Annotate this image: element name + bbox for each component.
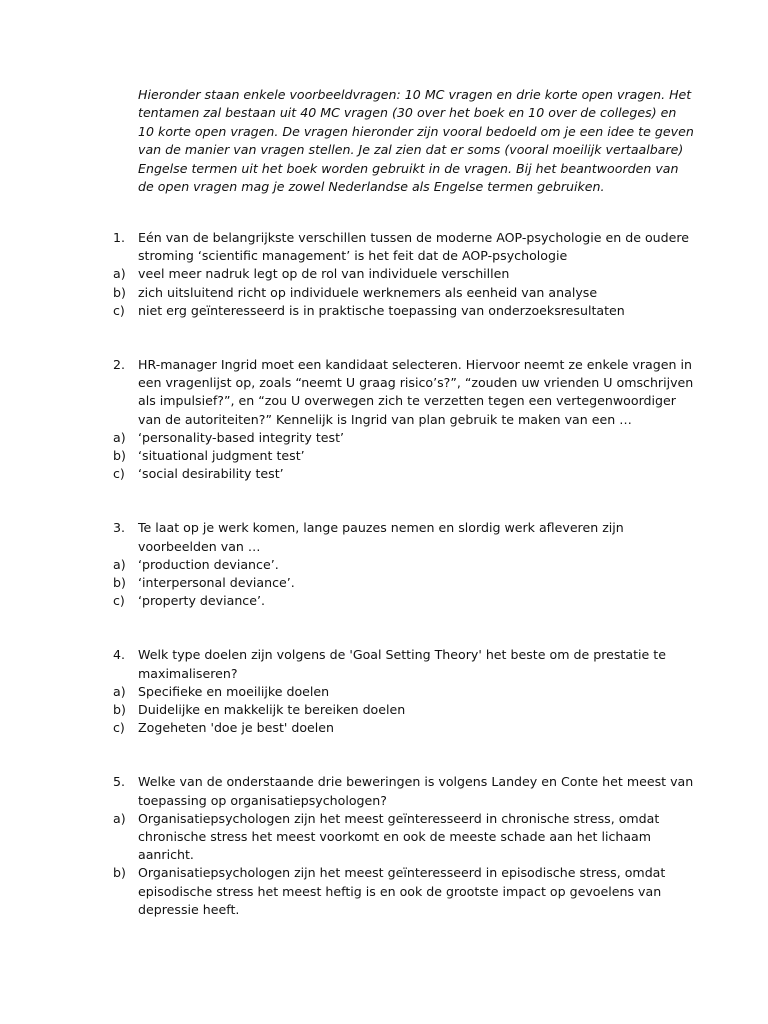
option-c (0, 592, 694, 610)
option-label: b) (113, 448, 126, 464)
option-label: b) (113, 865, 126, 881)
option-text: ‘interpersonal deviance’. (138, 575, 295, 591)
option-label: a) (113, 556, 126, 572)
question-3 (0, 519, 768, 610)
question-text: HR-manager Ingrid moet een kandidaat selecteren. Hiervoor neemt ze enkele vragen in een vragenlijst op, zoals “neemt U graag risico’s?”, “zouden uw vrienden U omschrijven als impulsief?”, en “zou U overwegen zich te verzetten tegen een vertegenwoordiger van de autoriteiten?” Kennelijk is Ingrid van plan gebruik te maken van een … (138, 357, 694, 427)
question-2 (0, 356, 768, 483)
option-label: b) (113, 575, 126, 591)
option-text: ‘situational judgment test’ (138, 448, 305, 464)
option-text: ‘production deviance’. (138, 556, 279, 572)
question-4 (0, 646, 768, 737)
option-text: Organisatiepsychologen zijn het meest geïnteresseerd in chronische stress, omdat chronische stress het meest voorkomt en ook de meeste schade aan het lichaam aanricht. (138, 810, 660, 863)
intro-paragraph: Hieronder staan enkele voorbeeldvragen: 10 MC vragen en drie korte open vragen. Het tentamen zal bestaan uit 40 MC vragen (30 over het boek en 10 over de colleges) en 10 korte open vragen. De vragen hieronder zijn vooral bedoeld om je een idee te geven van de manier van vragen stellen. Je zal zien dat er soms (vooral moeilijk vertaalbare) Engelse termen uit het boek worden gebruikt in de vragen. Bij het beantwoorden van de open vragen mag je zowel Nederlandse als Engelse termen gebruiken. (138, 87, 694, 195)
question-text: Eén van de belangrijkste verschillen tussen de moderne AOP-psychologie en de oudere stroming ‘scientific management’ is het feit dat de AOP-psychologie (138, 230, 690, 264)
option-label: a) (113, 683, 126, 699)
option-b (0, 447, 694, 465)
question-5 (0, 773, 768, 919)
option-text: Specifieke en moeilijke doelen (138, 683, 330, 699)
question-number: 5. (113, 774, 126, 790)
option-text: ‘social desirability test’ (138, 466, 284, 482)
option-label: b) (113, 702, 126, 718)
question-text: Welk type doelen zijn volgens de 'Goal Setting Theory' het beste om de prestatie te maximaliseren? (138, 647, 666, 681)
option-text: zich uitsluitend richt op individuele werknemers als eenheid van analyse (138, 284, 598, 300)
question-list (0, 229, 768, 919)
option-a (0, 556, 694, 574)
option-c (0, 302, 694, 320)
question-text: Te laat op je werk komen, lange pauzes nemen en slordig werk afleveren zijn voorbeelden van … (138, 520, 624, 554)
option-b (0, 284, 694, 302)
question-number: 2. (113, 357, 126, 373)
option-label: c) (113, 302, 125, 318)
option-text: niet erg geïnteresseerd is in praktische toepassing van onderzoeksresultaten (138, 302, 625, 318)
question-1 (0, 229, 768, 320)
option-b (0, 574, 694, 592)
option-text: Organisatiepsychologen zijn het meest geïnteresseerd in episodische stress, omdat episodische stress het meest heftig is en ook de grootste impact op gevoelens van depressie heeft. (138, 865, 666, 917)
option-text: Duidelijke en makkelijk te bereiken doelen (138, 702, 406, 718)
option-text: veel meer nadruk legt op de rol van individuele verschillen (138, 266, 510, 282)
option-label: a) (113, 429, 126, 445)
option-c (0, 465, 694, 483)
option-text: Zogeheten 'doe je best' doelen (138, 720, 335, 736)
option-label: c) (113, 720, 125, 736)
option-label: c) (113, 593, 125, 609)
question-text: Welke van de onderstaande drie beweringen is volgens Landey en Conte het meest van toepassing op organisatiepsychologen? (138, 774, 694, 808)
option-b (0, 701, 694, 719)
question-number: 1. (113, 230, 126, 245)
option-label: c) (113, 466, 125, 482)
option-text: ‘property deviance’. (138, 593, 265, 609)
option-a (0, 265, 694, 283)
option-label: b) (113, 284, 126, 300)
question-number: 3. (113, 520, 126, 536)
option-a (0, 810, 694, 865)
option-text: ‘personality-based integrity test’ (138, 429, 345, 445)
option-a (0, 683, 694, 701)
option-label: a) (113, 266, 126, 282)
option-c (0, 719, 694, 737)
option-a (0, 429, 694, 447)
option-b (0, 864, 694, 919)
question-number: 4. (113, 647, 126, 663)
option-label: a) (113, 810, 126, 826)
